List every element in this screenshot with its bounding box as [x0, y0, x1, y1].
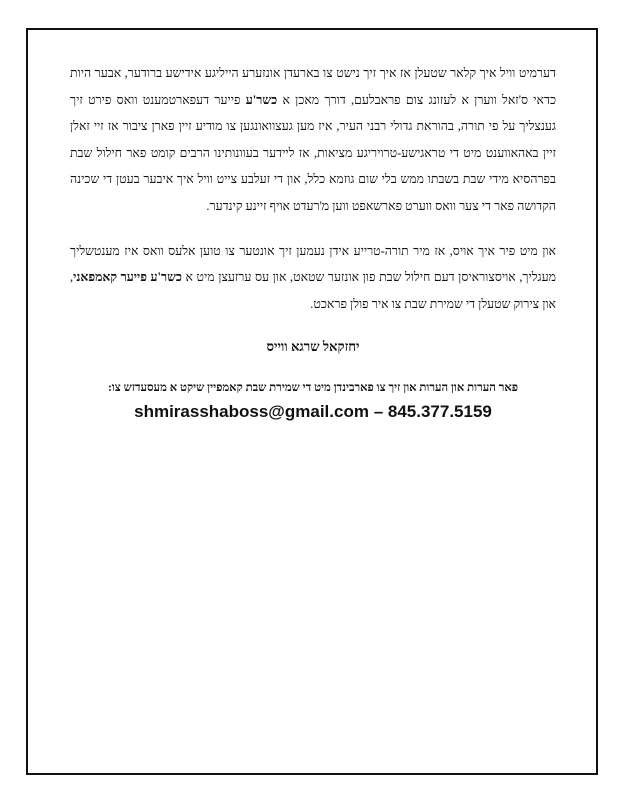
- contact-phone[interactable]: 845.377.5159: [387, 402, 492, 422]
- contact-email[interactable]: shmirasshaboss@gmail.com: [134, 402, 369, 422]
- signature: יחזקאל שרגא ווייס: [266, 339, 360, 355]
- paragraph-1-text-a: דערמיט וויל איך קלאר שטעלן אז איך זיך נישט צו בארעדן אונזערע הייליגע אידישע ברודער, אבער היות כדאי ס'זאל ווערן א לעזונג צום פראבלעם, דורך מאכן א: [70, 66, 556, 107]
- paragraph-2-text-a: און מיט פיר איך אויס, אז מיר תורה-טרייע אידן נעמען זיך אונטער צו טוען אלעס וואס איז מענטשליך מעגליך, אויסצוראיסן דעם חילול שבת פון אונזער שטאט, און עס ערזעצן מיט א: [70, 243, 556, 285]
- letter-body: [70, 60, 556, 423]
- paragraph-1-bold-kosher: כשר'ע: [245, 92, 278, 107]
- paragraph-1: [70, 60, 556, 220]
- contact-note: פאר הערות און הערות און זיך צו פארבינדן מיט די שמירת שבת קאמפיין שיקט א מעסעדזש צו:: [107, 382, 519, 395]
- contact-separator: –: [368, 402, 388, 422]
- paragraph-2: [70, 238, 556, 318]
- paragraph-2-text-b: , און צירוק שטעלן די שמירת שבת צו איר פולן פראכט.: [70, 270, 556, 311]
- paragraph-1-text-b: פייער דעפארטמענט וואס פירט זיך גענצליך על פי תורה, בהוראת גדולי רבני העיר, איז מען געצוואונגען צו מודיע זיין פארן ציבור אז זיי זאלן זיין באהאווענט מיט די טראגישע-טרויריגע מציאות, אז ליידער בעוונותינו הרבים קומט פאר חילול שבת בפרהסיא מידי שבת בשבתו ממש בלי שום גוזמא כלל, און די זעלבע צייט וויל איך איבער בעטן די שכינה הקדושה פאר די צער וואס ווערט פארשאפט ווען מ'רעדט אויף זיינע קינדער.: [70, 92, 556, 213]
- contact-line: [70, 401, 556, 423]
- paragraph-2-bold-kosher-fire-company: כשר'ע פייער קאמפאני: [73, 270, 182, 285]
